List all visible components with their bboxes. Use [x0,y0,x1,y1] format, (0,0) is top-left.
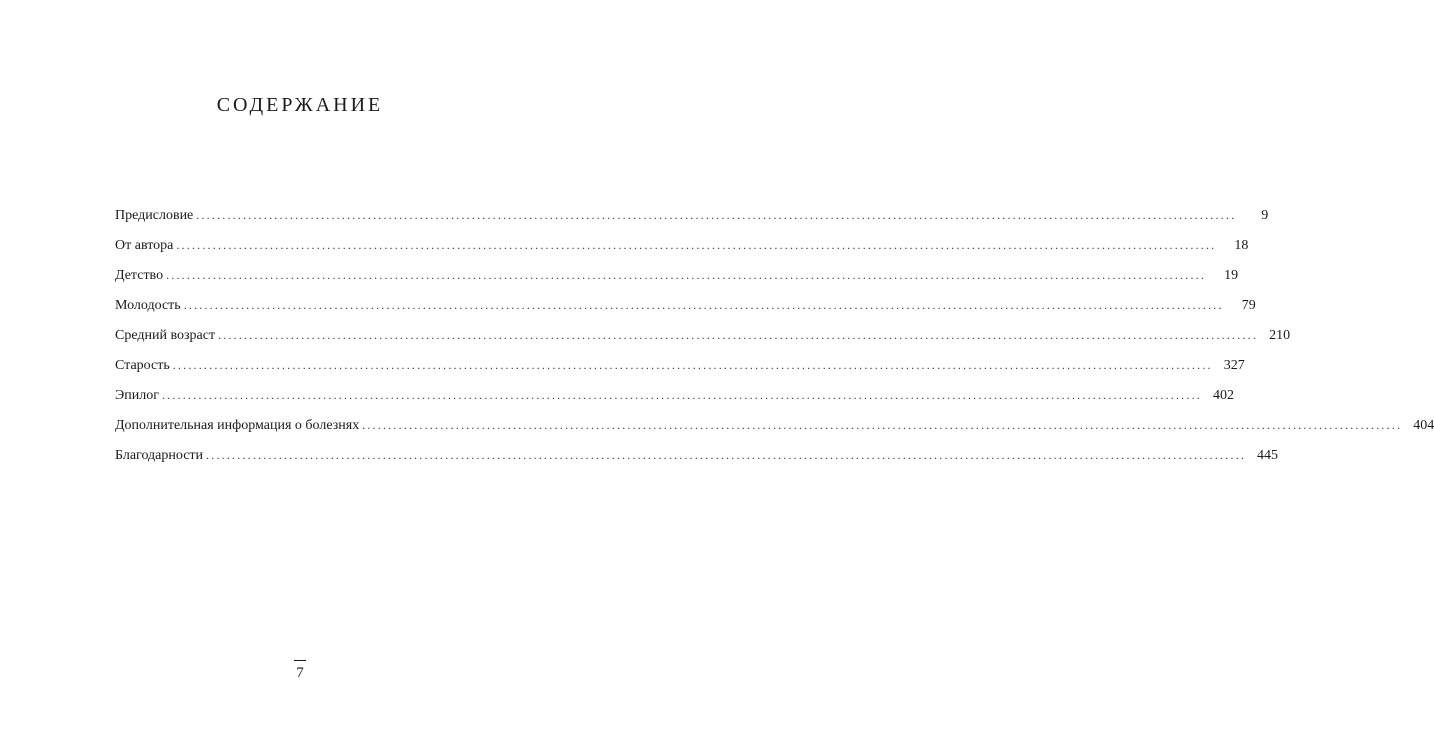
page-number: 7 [296,665,304,681]
toc-entry-label: Средний возраст [115,328,216,343]
toc-entry-label: Предисловие [115,208,194,223]
toc-entry-page: 9 [1261,208,1269,223]
folio-rule [294,660,306,661]
toc-entry [115,380,1234,410]
toc-entry-page: 445 [1257,448,1279,463]
toc-entry-label: Благодарности [115,448,204,463]
toc-entry [115,440,1279,470]
toc-entry-label: От автора [115,238,174,253]
toc-entry [115,200,1269,230]
toc-entry [115,260,1239,290]
toc-leader-dots: ........................................................................................................................................................................................................ [161,388,1202,402]
toc-entry [115,320,1291,350]
toc-leader-dots: ........................................................................................................................................................................................................ [218,328,1259,342]
toc-entry-page: 210 [1269,328,1291,343]
toc-entry-page: 327 [1223,358,1245,373]
page-title: СОДЕРЖАНИЕ [216,94,384,116]
toc-entry-label: Детство [115,268,164,283]
toc-entry-page: 79 [1241,298,1256,313]
toc-leader-dots: ........................................................................................................................................................................................................ [362,418,1403,432]
toc-entry-page: 404 [1413,418,1434,433]
toc-entry [115,290,1256,320]
table-of-contents [115,200,1434,470]
toc-entry-page: 18 [1234,238,1249,253]
toc-entry-page: 19 [1224,268,1239,283]
toc-entry [115,410,1434,440]
toc-entry-label: Дополнительная информация о болезнях [115,418,360,433]
toc-leader-dots: ........................................................................................................................................................................................................ [166,268,1207,282]
toc-entry-label: Молодость [115,298,181,313]
toc-leader-dots: ........................................................................................................................................................................................................ [176,238,1217,252]
toc-leader-dots: ........................................................................................................................................................................................................ [196,208,1237,222]
toc-leader-dots: ........................................................................................................................................................................................................ [172,358,1213,372]
toc-entry [115,350,1245,380]
toc-entry-page: 402 [1212,388,1234,403]
toc-entry-label: Старость [115,358,170,373]
page-folio [0,660,600,682]
toc-leader-dots: ........................................................................................................................................................................................................ [206,448,1247,462]
toc-entry-label: Эпилог [115,388,159,403]
toc-leader-dots: ........................................................................................................................................................................................................ [183,298,1224,312]
toc-entry [115,230,1249,260]
